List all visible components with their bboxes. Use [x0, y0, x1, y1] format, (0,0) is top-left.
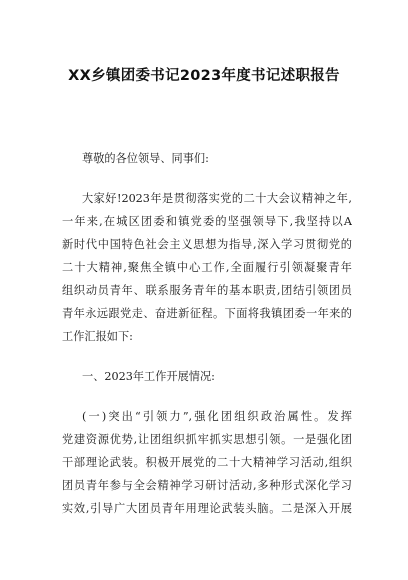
intro-line: 一年来,在城区团委和镇党委的坚强领导下,我坚持以A: [62, 215, 352, 228]
intro-line: 工作汇报如下:: [62, 330, 133, 343]
intro-line: 二十大精神,聚焦全镇中心工作,全面履行引领凝聚青年: [62, 261, 352, 274]
intro-line: 青年永远跟党走、奋进新征程。下面将我镇团委一年来的: [62, 307, 352, 320]
section-line: 实效,引导广大团员青年用理论武装头脑。二是深入开展: [62, 502, 352, 515]
intro-line: 大家好!2023年是贯彻落实党的二十大会议精神之年,: [82, 192, 352, 205]
intro-line: 新时代中国特色社会主义思想为指导,深入学习贯彻党的: [62, 238, 352, 251]
section-line: 干部理论武装。积极开展党的二十大精神学习活动,组织: [62, 456, 352, 469]
section-line: (一)突出“引领力”,强化团组织政治属性。发挥: [82, 410, 352, 423]
salutation: 尊敬的各位领导、同事们:: [82, 152, 209, 165]
section-line: 党建资源优势,让团组织抓牢抓实思想引领。一是强化团: [62, 433, 352, 446]
intro-line: 组织动员青年、联系服务青年的基本职责,团结引领团员: [62, 284, 352, 297]
section-heading: 一、2023年工作开展情况:: [82, 370, 215, 383]
document-title: XX乡镇团委书记2023年度书记述职报告: [68, 68, 340, 84]
section-line: 团员青年参与全会精神学习研讨活动,多种形式深化学习: [62, 479, 352, 492]
